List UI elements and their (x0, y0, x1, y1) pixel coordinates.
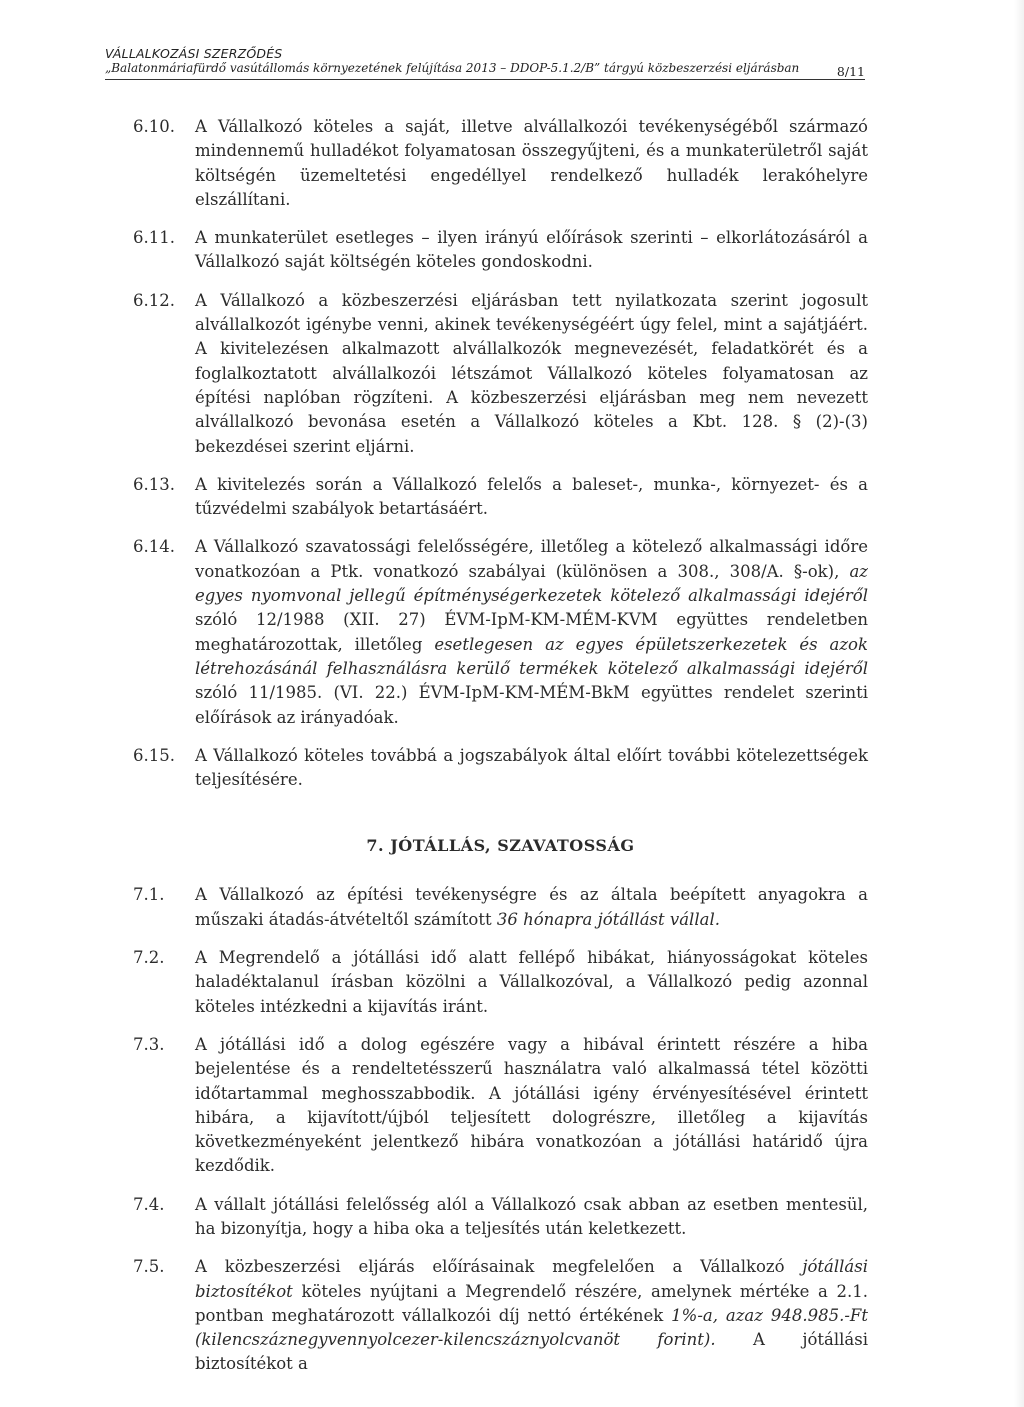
text-run: szóló 11/1985. (VI. 22.) ÉVM-IpM-KM-MÉM-BkM együttes rendelet szerinti előírások az irányadóak. (195, 683, 868, 727)
paragraph (133, 289, 868, 459)
paragraph-number: 7.2. (133, 948, 165, 968)
header-subtitle: „Balatonmáriafürdő vasútállomás környezetének felújítása 2013 – DDOP-5.1.2/B” tárgyú közbeszerzési eljárásban (105, 61, 800, 75)
paragraph (133, 226, 868, 275)
text-run: A jótállási idő a dolog egészére vagy a hibával érintett részére a hiba bejelentése és a rendeltetésszerű használatra való alkalmassá tétel közötti időtartammal meghosszabbodik. A jótállási igény érvényesítésével érintett hibára, a kijavított/újból teljesített dologrészre, illetőleg a kijavítás következményeként jelentkező hibára vonatkozóan a jótállási határidő újra kezdődik. (195, 1034, 868, 1176)
italic-text-run: az egyes nyomvonal jellegű építménységerkezetek kötelező alkalmassági idejéről (195, 561, 868, 606)
text-run: A munkaterület esetleges – ilyen irányú előírások szerinti – elkorlátozásáról a Vállalkozó saját költségén köteles gondoskodni. (195, 228, 868, 272)
paragraph-number: 7.4. (133, 1194, 165, 1214)
text-run: köteles nyújtani a Megrendelő részére, amelynek mértéke a 2.1. pontban meghatározott vállalkozói díj nettó értékének (195, 1281, 868, 1325)
text-run: A Vállalkozó a közbeszerzési eljárásban tett nyilatkozata szerint jogosult alvállalkozót igénybe venni, akinek tevékenységéért úgy felel, mint a sajátjáért. A kivitelezésen alkalmazott alvállalkozók megnevezését, feladatkörét és a foglalkoztatott alvállalkozói létszámot Vállalkozó köteles folyamatosan az építési naplóban rögzíteni. A közbeszerzési eljárásban meg nem nevezett alvállalkozó bevonása esetén a Vállalkozó köteles a Kbt. 128. § (2)-(3) bekezdései szerint eljárni. (195, 290, 868, 456)
scan-edge (1014, 0, 1024, 1407)
text-run: szóló 12/1988 (XII. 27) ÉVM-IpM-KM-MÉM-KVM együttes rendeletben meghatározottak, illetőleg (195, 610, 868, 654)
text-run: A jótállási biztosítékot a (195, 1330, 869, 1374)
paragraph-text (195, 226, 868, 275)
header-title: VÁLLALKOZÁSI SZERZŐDÉS (105, 46, 283, 61)
italic-text-run: esetlegesen az egyes épületszerkezetek és azok létrehozásánál felhasználásra kerülő termékek kötelező alkalmassági idejéről (195, 634, 868, 678)
paragraph (133, 883, 868, 932)
italic-text-run: 36 hónapra jótállást vállal. (496, 909, 720, 929)
paragraph-number: 7.1. (133, 885, 165, 905)
text-run: A kivitelezés során a Vállalkozó felelős a baleset-, munka-, környezet- és a tűzvédelmi szabályok betartásáért. (195, 474, 868, 519)
italic-text-run: 1%-a, azaz 948.985.-Ft (kilencszáznegyvennyolcezer-kilencszáznyolcvanöt forint). (195, 1305, 868, 1350)
paragraph-number: 6.13. (133, 474, 175, 494)
paragraph-text (195, 473, 868, 522)
paragraph (133, 1255, 868, 1376)
text-run: A Vállalkozó az építési tevékenységre és az általa beépített anyagokra a műszaki átadás-átvételtől számított (195, 885, 868, 929)
document-body (133, 115, 868, 1391)
paragraph-number: 6.14. (133, 537, 175, 557)
paragraph-text (195, 946, 868, 1019)
paragraph-text (195, 883, 868, 932)
paragraph (133, 535, 868, 729)
paragraph-text (195, 1255, 868, 1376)
paragraph-number: 6.15. (133, 745, 175, 765)
paragraph (133, 946, 868, 1019)
text-run: A közbeszerzési eljárás előírásainak megfelelően a Vállalkozó (195, 1257, 803, 1277)
paragraph-number: 6.10. (133, 117, 175, 136)
section-7-paragraphs (133, 883, 868, 1376)
italic-text-run: jótállási biztosítékot (195, 1257, 868, 1301)
text-run: A Vállalkozó köteles a saját, illetve alvállalkozói tevékenységéből származó mindennemű hulladékot folyamatosan összegyűjteni, és a munkaterületről saját költségén üzemeltetési engedéllyel rendelkező hulladék lerakóhelyre elszállítani. (195, 117, 868, 209)
paragraph-text (195, 1193, 868, 1242)
paragraph-text (195, 535, 868, 729)
paragraph-number: 6.12. (133, 290, 175, 310)
paragraph-number: 7.3. (133, 1034, 165, 1054)
text-run: A Megrendelő a jótállási idő alatt fellépő hibákat, hiányosságokat köteles haladéktalanul írásban közölni a Vállalkozóval, a Vállalkozó pedig azonnal köteles intézkedni a kijavítás iránt. (195, 948, 868, 1016)
page-header (105, 46, 865, 80)
paragraph-text (195, 289, 868, 459)
paragraph-text (195, 115, 868, 212)
paragraph-text (195, 744, 868, 793)
text-run: A vállalt jótállási felelősség alól a Vállalkozó csak abban az esetben mentesül, ha bizonyítja, hogy a hiba oka a teljesítés után keletkezett. (195, 1194, 868, 1238)
paragraph (133, 744, 868, 793)
paragraph (133, 473, 868, 522)
section-7-title: 7. JÓTÁLLÁS, SZAVATOSSÁG (366, 836, 635, 856)
paragraph-number: 6.11. (133, 228, 175, 248)
page-number: 8/11 (836, 64, 865, 79)
paragraph (133, 1193, 868, 1242)
paragraph-text (195, 1033, 868, 1179)
paragraph (133, 115, 868, 212)
paragraph (133, 1033, 868, 1179)
text-run: A Vállalkozó szavatossági felelősségére, illetőleg a kötelező alkalmassági időre vonatkozóan a Ptk. vonatkozó szabályai (különösen a 308., 308/A. §-ok), (195, 537, 868, 581)
section-6-paragraphs (133, 115, 868, 792)
text-run: A Vállalkozó köteles továbbá a jogszabályok által előírt további kötelezettségek teljesítésére. (195, 745, 868, 790)
paragraph-number: 7.5. (133, 1257, 165, 1277)
